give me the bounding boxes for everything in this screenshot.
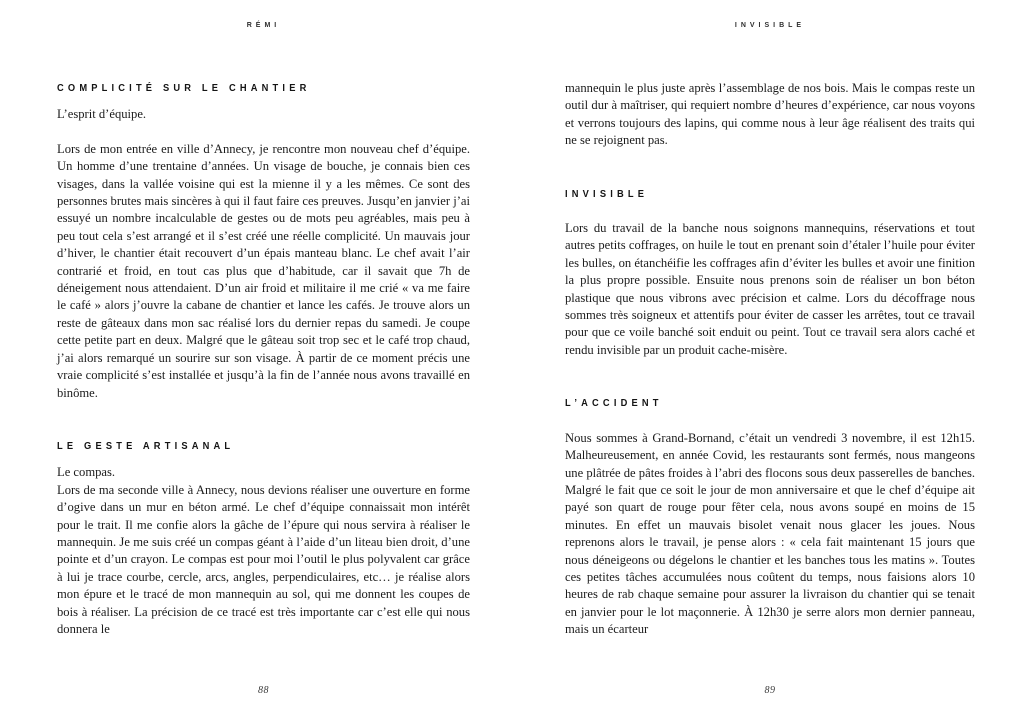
page-number-right: 89 bbox=[764, 685, 776, 696]
section-heading: INVISIBLE bbox=[565, 188, 649, 200]
page-number-left: 88 bbox=[258, 685, 269, 696]
section-heading: LE GESTE ARTISANAL bbox=[57, 440, 235, 452]
body-paragraph: Lors du travail de la banche nous soignons mannequins, réservations et tout autres petits coffrages, on huile le tout en prenant soin d’étaler l’huile pour éviter les bulles, on étanchéifie les coffrages afin d’éviter les bulles et avoir une finition la plus propre possible. Ensuite nous prenons soin de réaliser un bon béton plastique que nous vibrons avec précision et calme. Lors du décoffrage nous sommes très soigneux et attentifs pour éviter de casser les arrêtes, tout ce travail pour que ce voile banché soit enduit ou peint. Tout ce travail sera alors caché et rendu invisible par un produit cache-misère. bbox=[565, 221, 975, 357]
page-right-content bbox=[565, 80, 975, 639]
page-left bbox=[57, 0, 470, 726]
running-head-right: INVISIBLE bbox=[734, 22, 806, 29]
body-paragraph: Lors de ma seconde ville à Annecy, nous devions réaliser une ouverture en forme d’ogive dans un mur en béton armé. Le chef d’équipe connaissait mon intérêt pour le trait. Il me confie alors la gâche de l’épure qui nous servira à réaliser le mannequin. Je me suis créé un compas géant à l’aide d’un liteau bien droit, d’une pointe et d’un crayon. Le compas est pour moi l’outil le plus polyvalent car grâce à lui je trace courbe, cercle, arcs, angles, perpendiculaires, etc… je réalise alors mon épure et le tracé de mon mannequin au sol, qui me donnent les coupes de bois à réaliser. La précision de ce tracé est très importante car c’est elle qui nous donnera le bbox=[57, 482, 470, 636]
section-heading: COMPLICITÉ SUR LE CHANTIER bbox=[57, 83, 311, 94]
body-paragraph: mannequin le plus juste après l’assemblage de nos bois. Mais le compas reste un outil dur à maîtriser, qui requiert nombre d’heures d’expérience, car nous voyons et verrons toujours des lapins, qui comme nous à leur âge réalisent des traits qui ne se rejoignent pas. bbox=[565, 81, 975, 148]
body-paragraph: Nous sommes à Grand-Bornand, c’était un vendredi 3 novembre, il est 12h15. Malheureusement, en année Covid, les restaurants sont fermés, nous mangeons une plâtrée de pâtes froides à l’abri des flocons sous deux passerelles de banches. Malgré le fait que ce soit le jour de mon anniversaire et que le chef d’équipe ait payé son quart de rouge pour fêter cela, nous avons soupé en moins de 15 minutes. En effet un mauvais bisolet venait nous glacer les joues. Nous reprenons alors le travail, je pense alors : « cela fait maintenant 15 jours que nous déneigeons ou dégelons le chantier et les banches tous les matins ». Toutes ces petites tâches accumulées nous coûtent du temps, nous faisions alors 10 heures de rab chaque semaine pour assurer la livraison du chantier qui se tenait en janvier pour le lot maçonnerie. À 12h30 je serre alors mon dernier panneau, mais un écarteur bbox=[565, 430, 975, 637]
body-paragraph: Lors de mon entrée en ville d’Annecy, je rencontre mon nouveau chef d’équipe. Un homme d’une trentaine d’années. Un visage de bouche, je connais bien ces visages, dans la vallée voisine qui est la mienne il y a les mêmes. Ce sont des personnes brutes mais sincères à qui il faut faire ces preuves. Jusqu’en janvier j’ai essuyé un nombre incalculable de gestes ou de mots peu agréables, mais peu à peu tout cela s’est arrangé et il s’est créé une réelle complicité. Un mauvais jour d’hiver, le chantier était recouvert d’un épais manteau blanc. Le chef avait l’air contrarié et froid, en tout cas plus que d’habitude, car il savait que 7h de déneigement nous attendaient. D’un air froid et militaire il me crié « va me faire le café » alors j’ouvre la cabane de chantier et lance les cafés. Je trouve alors un reste de gâteaux dans mon sac réalisé lors du dernier repas du samedi. Je coupe cette petite part en deux. Malgré que le gâteau soit trop sec et le café trop chaud, j’ai alors remarqué un sourire sur son visage. À partir de ce moment précis une vraie complicité s’est installée et jusqu’à la fin de l’année nous avons travaillé en binôme. bbox=[57, 141, 470, 400]
page-right bbox=[565, 0, 975, 726]
page-left-content bbox=[57, 80, 470, 638]
section-subtitle: L’esprit d’équipe. bbox=[57, 107, 147, 122]
section-heading: L’ACCIDENT bbox=[565, 398, 663, 410]
running-head-left: RÉMI bbox=[246, 22, 281, 29]
section-subtitle: Le compas. bbox=[57, 465, 116, 480]
